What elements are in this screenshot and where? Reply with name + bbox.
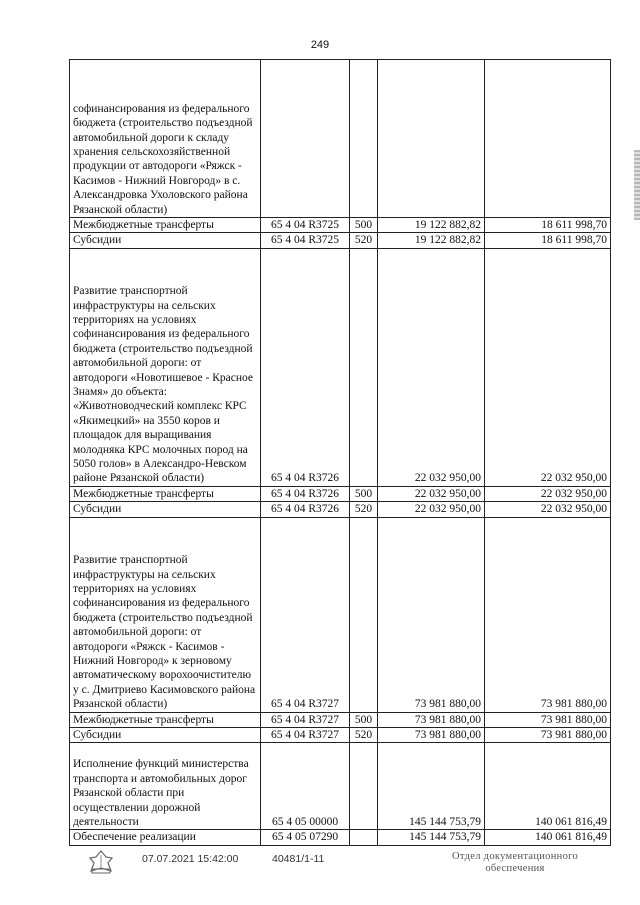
page-number: 249 xyxy=(310,39,330,51)
row-sum-1: 22 032 950,00 xyxy=(378,248,485,486)
row-vr: 520 xyxy=(350,502,378,517)
row-sum-1: 73 981 880,00 xyxy=(378,728,485,743)
row-sum-2: 73 981 880,00 xyxy=(485,517,611,712)
table-row xyxy=(70,486,611,501)
row-sum-2: 73 981 880,00 xyxy=(485,712,611,727)
coat-of-arms-stamp-icon xyxy=(86,849,116,875)
row-sum-2: 18 611 998,70 xyxy=(485,218,611,233)
row-vr: 500 xyxy=(350,712,378,727)
row-sum-2: 22 032 950,00 xyxy=(485,248,611,486)
row-code: 65 4 04 R3727 xyxy=(261,712,350,727)
table-row xyxy=(70,743,611,830)
row-vr: 520 xyxy=(350,233,378,248)
table-row xyxy=(70,60,611,218)
row-sum-2: 22 032 950,00 xyxy=(485,502,611,517)
row-sum-2: 140 061 816,49 xyxy=(485,830,611,845)
row-code: 65 4 05 00000 xyxy=(261,743,350,830)
row-sum-1 xyxy=(378,60,485,218)
row-name: Межбюджетные трансферты xyxy=(70,712,261,727)
row-name: Исполнение функций министерства транспорта и автомобильных дорог Рязанской области при осуществлении дорожной деятельности xyxy=(70,743,261,830)
row-vr xyxy=(350,60,378,218)
footer-department-stamp: Отдел документационного обеспечения xyxy=(451,851,579,874)
row-sum-1: 19 122 882,82 xyxy=(378,218,485,233)
row-sum-1: 145 144 753,79 xyxy=(378,743,485,830)
row-name: Обеспечение реализации xyxy=(70,830,261,845)
row-vr: 500 xyxy=(350,486,378,501)
table-row xyxy=(70,728,611,743)
row-sum-2 xyxy=(485,60,611,218)
row-code: 65 4 04 R3726 xyxy=(261,502,350,517)
row-code: 65 4 04 R3726 xyxy=(261,248,350,486)
row-name: Субсидии xyxy=(70,233,261,248)
row-sum-1: 73 981 880,00 xyxy=(378,712,485,727)
row-vr xyxy=(350,517,378,712)
row-vr xyxy=(350,248,378,486)
scan-edge-artifact xyxy=(634,150,640,220)
row-name: Субсидии xyxy=(70,728,261,743)
row-sum-2: 18 611 998,70 xyxy=(485,233,611,248)
row-code: 65 4 04 R3725 xyxy=(261,233,350,248)
row-vr: 520 xyxy=(350,728,378,743)
table-row xyxy=(70,233,611,248)
row-code xyxy=(261,60,350,218)
table-row xyxy=(70,502,611,517)
table-row xyxy=(70,218,611,233)
footer-datetime: 07.07.2021 15:42:00 xyxy=(142,853,239,865)
table-row xyxy=(70,712,611,727)
row-sum-1: 145 144 753,79 xyxy=(378,830,485,845)
row-name: Субсидии xyxy=(70,502,261,517)
row-sum-2: 22 032 950,00 xyxy=(485,486,611,501)
table-row xyxy=(70,248,611,486)
row-code: 65 4 04 R3725 xyxy=(261,218,350,233)
row-code: 65 4 04 R3727 xyxy=(261,728,350,743)
table-row xyxy=(70,830,611,845)
footer-doc-number: 40481/1-11 xyxy=(272,853,325,865)
row-name: Развитие транспортной инфраструктуры на сельских территориях на условиях софинансирования из федерального бюджета (строительство подъездной автомобильной дороги: от автодороги «Ряжск - Касимов - Нижний Новгород» к зерновому автоматическому ворохоочистителю у с. Дмитриево Касимовского района Рязанской области) xyxy=(70,517,261,712)
row-vr xyxy=(350,743,378,830)
row-name: Межбюджетные трансферты xyxy=(70,218,261,233)
row-code: 65 4 04 R3726 xyxy=(261,486,350,501)
row-name: Межбюджетные трансферты xyxy=(70,486,261,501)
row-code: 65 4 05 07290 xyxy=(261,830,350,845)
row-sum-1: 73 981 880,00 xyxy=(378,517,485,712)
row-vr xyxy=(350,830,378,845)
table-row xyxy=(70,517,611,712)
row-name: Развитие транспортной инфраструктуры на сельских территориях на условиях софинансирования из федерального бюджета (строительство подъездной автомобильной дороги: от автодороги «Новотишевое - Красное Знамя» до объекта: «Животноводческий комплекс КРС «Якимецкий» на 3550 коров и площадок для выращивания молодняка КРС молочных пород на 5050 голов» в Александро-Невском районе Рязанской области) xyxy=(70,248,261,486)
row-sum-1: 22 032 950,00 xyxy=(378,502,485,517)
budget-table xyxy=(69,59,611,846)
row-code: 65 4 04 R3727 xyxy=(261,517,350,712)
row-name: софинансирования из федерального бюджета (строительство подъездной автомобильной дороги к складу хранения сельскохозяйственной продукции от автодороги «Ряжск - Касимов - Нижний Новгород» в с. Александровка Ухоловского района Рязанской области) xyxy=(70,60,261,218)
row-sum-1: 19 122 882,82 xyxy=(378,233,485,248)
row-sum-1: 22 032 950,00 xyxy=(378,486,485,501)
row-sum-2: 73 981 880,00 xyxy=(485,728,611,743)
row-vr: 500 xyxy=(350,218,378,233)
row-sum-2: 140 061 816,49 xyxy=(485,743,611,830)
